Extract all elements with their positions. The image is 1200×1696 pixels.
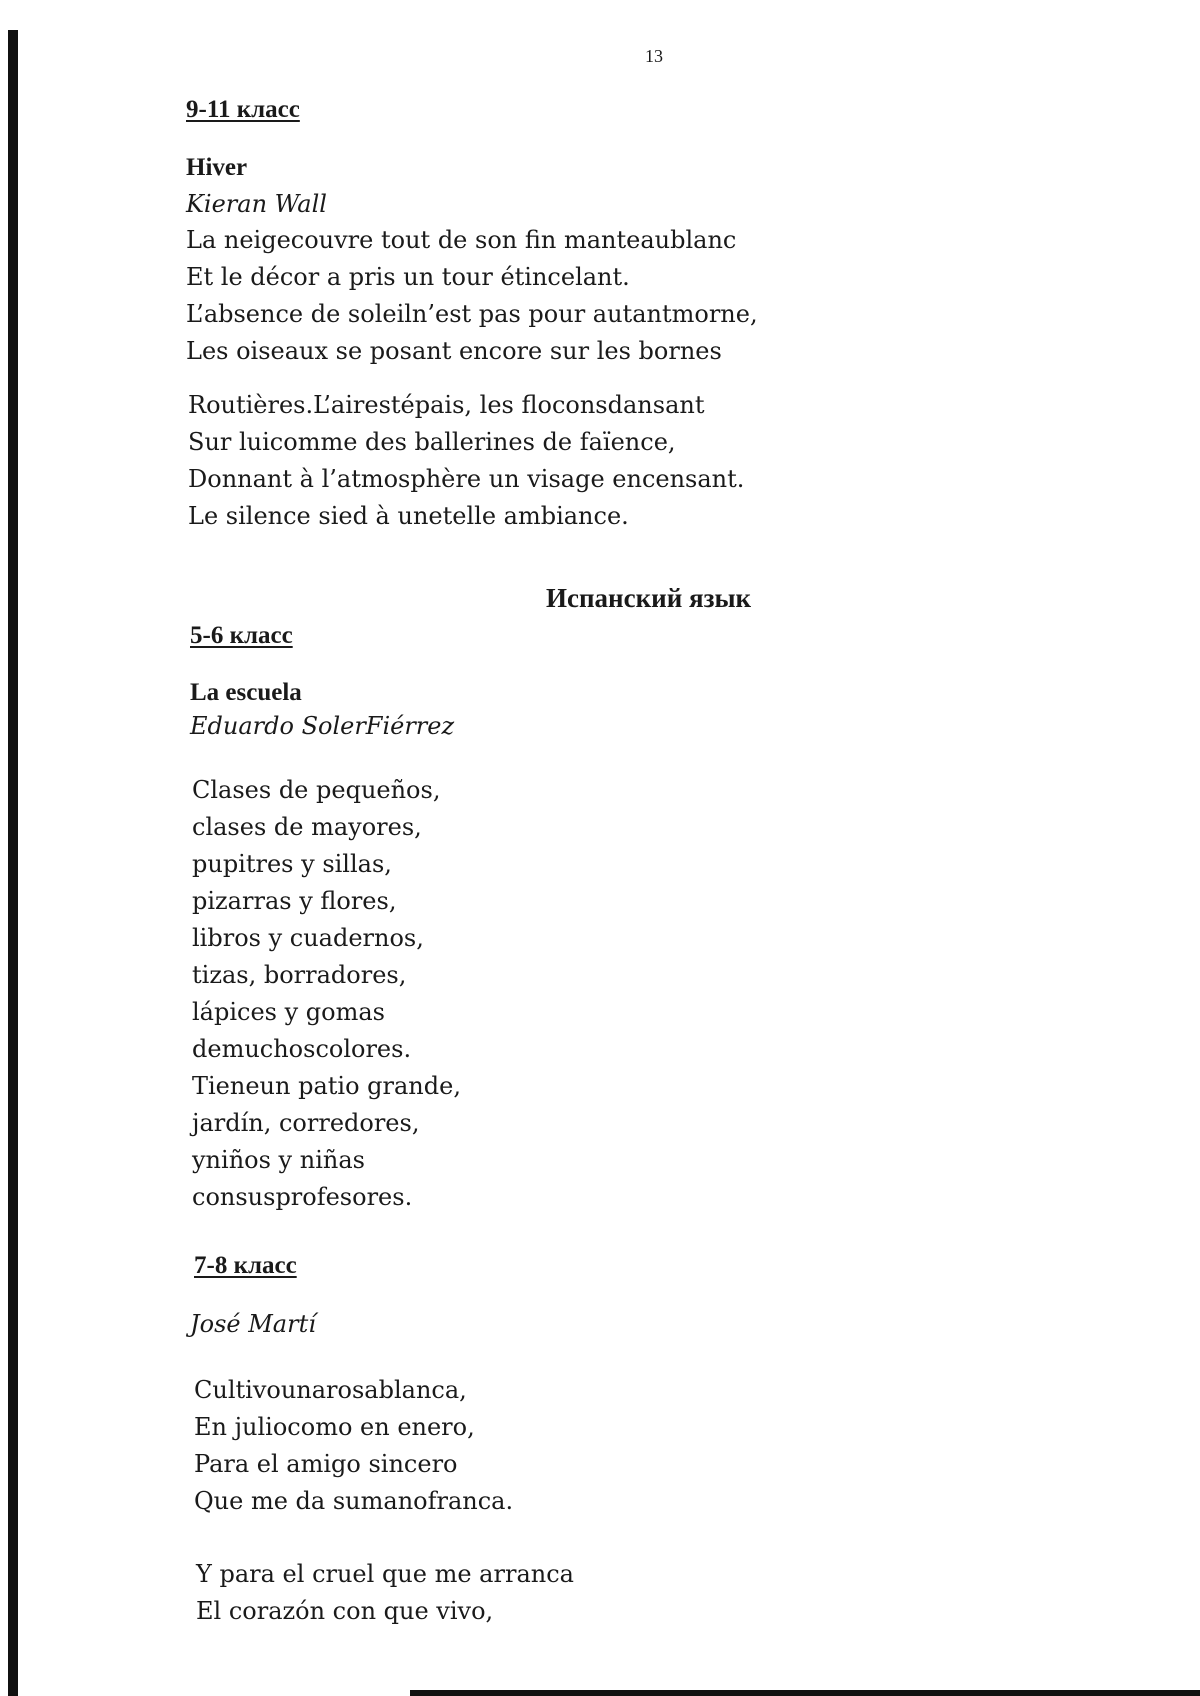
poem-line: pizarras y flores, (192, 887, 397, 915)
poem-la-escuela-lines (192, 772, 461, 1216)
author-eduardo-soler: Eduardo SolerFiérrez (190, 712, 455, 740)
grade-heading-9-11: 9-11 класс (186, 96, 300, 123)
page-number: 13 (645, 46, 663, 66)
poem-line: lápices y gomas (192, 998, 385, 1026)
poem-line: tizas, borradores, (192, 961, 407, 989)
poem-line: El corazón con que vivo, (196, 1597, 494, 1625)
poem-line: Y para el cruel que me arranca (196, 1560, 574, 1588)
poem-line: Les oiseaux se posant encore sur les bornes (186, 337, 722, 365)
poem-marti-stanza-1 (194, 1372, 513, 1520)
poem-line: Routières.L’airestépais, les floconsdansant (188, 391, 705, 419)
poem-line: consusprofesores. (192, 1183, 413, 1211)
section-heading-spanish: Испанский язык (546, 583, 752, 613)
author-jose-marti: José Martí (190, 1310, 316, 1338)
author-kieran-wall: Kieran Wall (186, 190, 327, 218)
poem-line: Le silence sied à unetelle ambiance. (188, 502, 629, 530)
poem-line: Para el amigo sincero (194, 1450, 458, 1478)
scan-left-edge (8, 30, 18, 1696)
poem-line: Tieneun patio grande, (192, 1072, 461, 1100)
poem-title-la-escuela: La escuela (190, 679, 302, 706)
poem-stanza-2 (188, 387, 744, 535)
grade-heading-7-8: 7-8 класс (194, 1252, 297, 1279)
poem-line: Que me da sumanofranca. (194, 1487, 514, 1515)
poem-line: Donnant à l’atmosphère un visage encensant. (188, 465, 745, 493)
poem-line: L’absence de soleiln’est pas pour autantmorne, (186, 300, 758, 328)
poem-line: Sur luicomme des ballerines de faïence, (188, 428, 676, 456)
poem-line: Clases de pequeños, (192, 776, 441, 804)
grade-heading-5-6: 5-6 класс (190, 622, 293, 649)
poem-line: La neigecouvre tout de son fin manteaublanc (186, 226, 737, 254)
poem-line: clases de mayores, (192, 813, 422, 841)
poem-line: demuchoscolores. (192, 1035, 412, 1063)
scan-bottom-edge (410, 1690, 1200, 1696)
poem-line: Cultivounarosablanca, (194, 1376, 467, 1404)
poem-line: libros y cuadernos, (192, 924, 424, 952)
poem-stanza-1 (186, 222, 758, 370)
poem-title-hiver: Hiver (186, 154, 248, 181)
poem-marti-stanza-2 (196, 1556, 574, 1630)
poem-line: En juliocomo en enero, (194, 1413, 475, 1441)
poem-line: yniños y niñas (192, 1146, 365, 1174)
poem-line: Et le décor a pris un tour étincelant. (186, 263, 630, 291)
poem-line: jardín, corredores, (192, 1109, 420, 1137)
poem-line: pupitres y sillas, (192, 850, 392, 878)
